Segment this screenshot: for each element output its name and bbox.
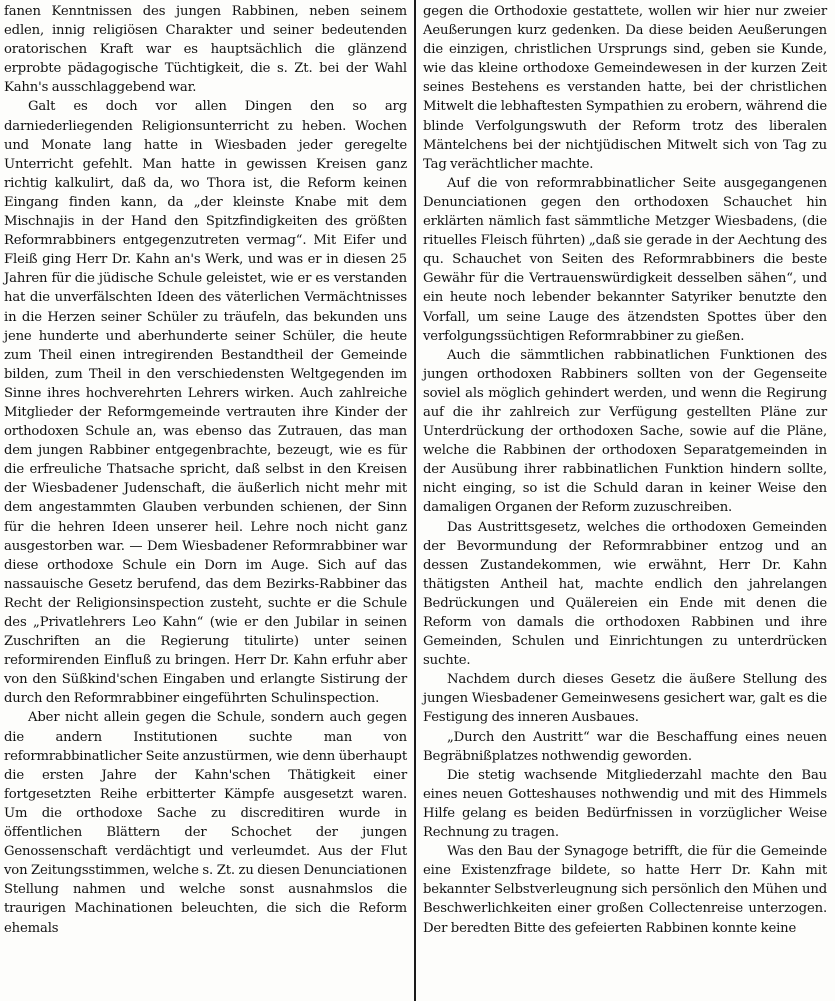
right-column — [423, 2, 827, 938]
paragraph: Das Austrittsgesetz, welches die orthodoxen Gemeinden der Bevormundung der Reformrabbiner entzog und an dessen Zustandekommen, wie erwähnt, Herr Dr. Kahn thätigsten Antheil hat, machte endlich den jahrelangen Bedrückungen und Quälereien ein Ende mit denen die Reform von damals die orthodoxen Rabbinen und ihre Gemeinden, Schulen und Einrichtungen zu unterdrücken suchte. — [423, 519, 827, 669]
paragraph: fanen Kenntnissen des jungen Rabbinen, neben seinem edlen, innig religiösen Charakter und seiner bedeutenden oratorischen Kraft war es hauptsächlich die glänzend erprobte pädagogische Tüchtigkeit, die s. Zt. bei der Wahl Kahn's ausschlaggebend war. — [4, 4, 407, 96]
paragraph: Auch die sämmtlichen rabbinatlichen Funktionen des jungen orthodoxen Rabbiners sollten von der Gegenseite soviel als möglich gehindert werden, und wenn die Regirung auf die ihr zahlreich zur Verfügung gestellten Pläne zur Unterdrückung der orthodoxen Sache, sowie auf die Pläne, welche die Rabbinen der orthodoxen Separatgemeinden in der Ausübung ihrer rabbinatlichen Funktion hindern sollte, nicht einging, so ist die Schuld daran in keiner Weise den damaligen Organen der Reform zuzuschreiben. — [423, 347, 827, 516]
left-column — [4, 2, 407, 938]
paragraph: gegen die Orthodoxie gestattete, wollen wir hier nur zweier Aeußerungen kurz gedenken. Da diese beiden Aeußerungen die einzigen, christlichen Ursprungs sind, geben sie Kunde, wie das kleine orthodoxe Gemeindewesen in der kurzen Zeit seines Bestehens es verstanden hatte, bei der christlichen Mitwelt die lebhaftesten Sympathien zu erobern, während die blinde Verfolgungswuth der Reform trotz des liberalen Mäntelchens bei der nichtjüdischen Mitwelt sich von Tag zu Tag verächtlicher machte. — [423, 4, 827, 172]
paragraph: Die stetig wachsende Mitgliederzahl machte den Bau eines neuen Gotteshauses nothwendig und mit des Himmels Hilfe gelang es beiden Bedürfnissen in vorzüglicher Weise Rechnung zu tragen. — [423, 767, 827, 841]
paragraph: Auf die von reformrabbinatlicher Seite ausgegangenen Denunciationen gegen den orthodoxen Schauchet hin erklärten nämlich fast sämmtliche Metzger Wiesbadens, (die rituelles Fleisch führten) „daß sie gerade in der Aechtung des qu. Schauchet von Seiten des Reformrabbiners die beste Gewähr für die Vertrauenswürdigkeit desselben sähen“, und ein heute noch lebender bekannter Satyriker benutzte den Vorfall, um seine Lauge des ätzendsten Spottes über den verfolgungssüchtigen Reformrabbiner zu gießen. — [423, 175, 827, 344]
column-divider — [414, 0, 416, 1001]
paragraph: Was den Bau der Synagoge betrifft, die für die Gemeinde eine Existenzfrage bildete, so hatte Herr Dr. Kahn mit bekannter Selbstverleugnung sich persönlich den Mühen und Beschwerlichkeiten einer großen Collectenreise unterzogen. Der beredten Bitte des gefeierten Rabbinen konnte keine — [423, 844, 827, 936]
paragraph: Aber nicht allein gegen die Schule, sondern auch gegen die andern Institutionen suchte man von reformrabbinatlicher Seite anzustürmen, wie denn überhaupt die ersten Jahre der Kahn'schen Thätigkeit einer fortgesetzten Reihe erbitterter Kämpfe ausgesetzt waren. Um die orthodoxe Sache zu discreditiren wurde in öffentlichen Blättern der Schochet der jungen Genossenschaft verdächtigt und verleumdet. Aus der Flut von Zeitungsstimmen, welche s. Zt. zu diesen Denunciationen Stellung nahmen und welche sonst ausnahmslos die traurigen Machinationen beleuchten, die sich die Reform ehemals — [4, 710, 407, 936]
paragraph: „Durch den Austritt“ war die Beschaffung eines neuen Begräbnißplatzes nothwendig geworden. — [423, 729, 827, 764]
paragraph: Nachdem durch dieses Gesetz die äußere Stellung des jungen Wiesbadener Gemeinwesens gesichert war, galt es die Festigung des inneren Ausbaues. — [423, 672, 827, 726]
paragraph: Galt es doch vor allen Dingen den so arg darniederliegenden Religionsunterricht zu heben. Wochen und Monate lang hatte in Wiesbaden jeder geregelte Unterricht gefehlt. Man hatte in gewissen Kreisen ganz richtig kalkulirt, daß da, wo Thora ist, die Reform keinen Eingang finden kann, da „der kleinste Knabe mit dem Mischnajis in der Hand den Spitzfindigkeiten des größten Reformrabbiners entgegenzutreten vermag“. Mit Eifer und Fleiß ging Herr Dr. Kahn an's Werk, und was er in diesen 25 Jahren für die jüdische Schule geleistet, wie er es verstanden hat die unverfälschten Ideen des väterlichen Vermächtnisses in die Herzen seiner Schüler zu träufeln, das bekunden uns jene hunderte und aberhunderte seiner Schüler, die heute zum Theil einen intregirenden Bestandtheil der Gemeinde bilden, zum Theil in den verschiedensten Weltgegenden im Sinne ihres hochverehrten Lehrers wirken. Auch zahlreiche Mitglieder der Reformgemeinde vertrauten ihre Kinder der orthodoxen Schule an, was ebenso das Zutrauen, das man dem jungen Rabbiner entgegenbrachte, bezeugt, wie es für die erfreuliche Thatsache spricht, daß selbst in den Kreisen der Wiesbadener Judenschaft, die äußerlich nicht mehr mit dem angestammten Glauben verbunden schienen, der Sinn für die hehren Ideen unserer heil. Lehre noch nicht ganz ausgestorben war. — Dem Wiesbadener Reformrabbiner war diese orthodoxe Schule ein Dorn im Auge. Sich auf das nassauische Gesetz berufend, das dem Bezirks-Rabbiner das Recht der Religionsinspection zusteht, suchte er die Schule des „Privatlehrers Leo Kahn“ (wie er den Jubilar in seinen Zuschriften an die Regierung titulirte) unter seinen reformirenden Einfluß zu bringen. Herr Dr. Kahn erfuhr aber von den Süßkind'schen Eingaben und erlangte Sistirung der durch den Reformrabbiner eingeführten Schulinspection. — [4, 99, 407, 707]
